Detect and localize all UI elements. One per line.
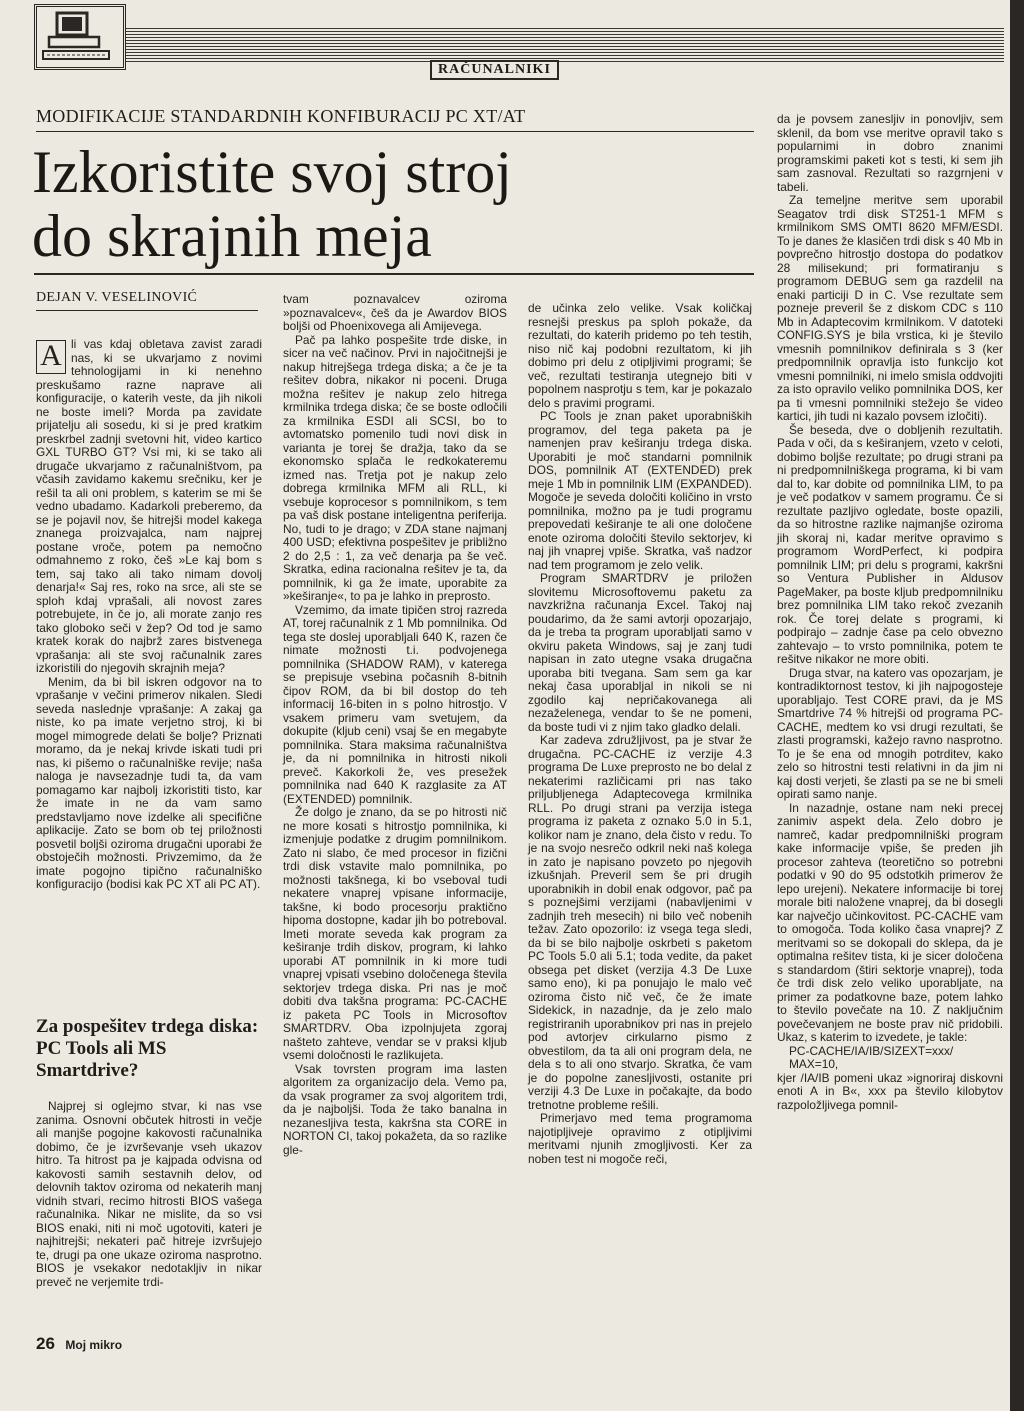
paragraph: Kar zadeva združljivost, pa je stvar že drugačna. PC-CACHE iz verzije 4.3 programa De Luxe preprosto ne bo delal z nekaterimi različicami pri nas tako priljubljenega Adaptecovega krmilnika RLL. Po drugi strani pa verzija istega programa iz paketa z oznako 5.0 in 5.1, kolikor nam je znano, dela čisto v redu. To je na svojo nesrečo odkril neki naš kolega in zato je napisano povzeto po njegovih izkušnjah. Preveril sem še pri drugih uporabnikih in dobil enak odgovor, pač pa s poznejšimi verzijami (nabavljenimi v zadnjih treh mesecih) ni bilo več nobenih težav. Zato opozorilo: iz vsega tega sledi, da bi se bilo najbolje oskrbeti s paketom PC Tools 5.0 ali 5.1; toda vedite, da paket obsega pet disket (verzija 4.3 De Luxe samo eno), ki pa ponujajo le malo več oziroma čisto nič več, če že imate Sidekick, in nazadnje, da je zelo malo registriranih uporabnikov pri nas in prejelo pod avtorjev cirkularno pismo z obvestilom, da ta ali oni program dela, ne dela s to ali ono stvarjo. Skratka, če vam je do popolne zanesljivosti, ostanite pri verziji 4.3 De Luxe in počakajte, da bodo tretnotne probleme rešili.: [528, 733, 752, 1112]
paragraph: Druga stvar, na katero vas opozarjam, je kontradiktornost testov, ki jih najpogosteje uporabljajo. Test CORE pravi, da je MS Smartdrive 74 % hitrejši od programa PC-CACHE, medtem ko vsi drugi rezultati, še zlasti programski, kažejo ravno nasprotno. To je še ena od mnogih potrditev, kako zelo so hitrostni testi relativni in da jim ni kaj dosti verjeti, še zlasti pa se ne bi smeli opirati samo nanje.: [777, 665, 1003, 801]
drop-cap: A: [36, 340, 66, 374]
paragraph: Najprej si oglejmo stvar, ki nas vse zanima. Osnovni občutek hitrosti in večje ali manjše pogojne kakovosti računalnika dobimo, če je izvrševanje vseh ukazov hitro. Ta hitrost pa je kajpada odvisna od kakovosti samih sestavnih delov, od delovnih taktov oziroma od nekaterih manj vidnih stvari, recimo hitrosti BIOS vašega računalnika. Nikar ne mislite, da so vsi BIOS enaki, niti ni moč ugotoviti, kateri je najhitrejši; nekateri pač hitreje izvršujejo te, drugi pa one ukaze oziroma nasprotno. BIOS je vsekakor nedotakljiv in nikar preveč ne verjemite trdi-: [36, 1099, 262, 1289]
headline-rule: [34, 273, 754, 275]
page-edge: [1010, 0, 1024, 1411]
headline-line-1: Izkoristite svoj stroj: [32, 139, 512, 205]
paragraph-text: li vas kdaj obletava zavist zaradi nas, ki se ukvarjamo z novimi tehnologijami in ki nenehno preskušamo razne naprave ali konfiguracije, o katerih veste, da jih nikoli ne boste imeli? Morda pa zavidate prijatelju ali sosedu, ki si je pred kratkim preskrbel zadnji svetovni hit, video kartico GXL TURBO GT? Vsi mi, ki se tako ali drugače ukvarjamo z računalništvom, pa včasih zavidamo kakemu srečniku, ker je rešil ta ali oni problem, s katerim se mi še vedno ubadamo. Kadarkoli preberemo, da se je pojavil nov, še hitrejši model kakega znanega proizvajalca, nam najprej postane vroče, potem pa nemočno odmahnemo z roko, češ »Le kaj bom s tem, saj tako ali tako nimam dovolj denarja!« Saj res, roko na srce, ali ste se sploh kdaj vprašali, ali novost zares potrebujete, in če jo, ali morate zanjo res tako globoko seči v žep? Od tod je samo kratek korak do najbrž zares bistvenega vprašanja: ali ste svoj računalnik zares izkoristili do njegovih skrajnih meja?: [36, 337, 262, 675]
paragraph: Primerjavo med tema programoma najotipljiveje opravimo z otipljivimi meritvami njunih zmogljivosti. Ker za noben test ni mogoče reči,: [528, 1111, 752, 1166]
paragraph: PC Tools je znan paket uporabniških programov, del tega paketa pa je namenjen prav keširanju trdega diska. Uporabiti je moč standarni pomnilnik DOS, pomnilnik AT (EXTENDED) prek meje 1 Mb in pomnilnik LIM (EXPANDED). Mogoče je seveda določiti količino in vrsto pomnilnika, možno pa je tudi programu prepovedati keširanje te ali one določene enote oziroma določiti število sektorjev, ki naj jih vnaprej vpiše. Skratka, vaš nadzor nad tem programom je zelo velik.: [528, 409, 752, 572]
command-line-1: PC-CACHE/IA/IB/SIZEXT=xxx/: [789, 1043, 954, 1058]
paragraph: Vzemimo, da imate tipičen stroj razreda AT, torej računalnik z 1 Mb pomnilnika. Od tega ste doslej uporabljali 640 K, razen če nimate možnosti t.i. podvojenega pomnilnika (SHADOW RAM), v katerega se prepisuje vsebina počasnih 8-bitnih čipov ROM, da bi bil dostop do teh informacij 16-biten in s polno hitrostjo. V vsakem primeru vam svetujem, da dokupite (kljub ceni) vsaj še en megabyte pomnilnika. Stara maksima računalništva je, da ni pomnilnika in hitrosti nikoli preveč. Kakorkoli že, ves presežek pomnilnika nad 640 K razglasite za AT (EXTENDED) pomnilnik.: [283, 602, 507, 806]
paragraph: Že dolgo je znano, da se po hitrosti nič ne more kosati s hitrostjo pomnilnika, ki izmenjuje podatke z drugim pomnilnikom. Zato ni slabo, če med procesor in fizični trdi disk vstavite malo pomnilnika, po možnosti takšnega, ki bo vseboval tudi nekatere vnaprej vpisane informacije, takšne, ki bodo procesorju praktično hipoma dostopne, kadar jih bo potreboval. Imeti morate seveda kak program za keširanje trdih diskov, program, ki lahko uporabi AT pomnilnik in ki more tudi vnaprej vpisati vsebino določenega števila sektorjev trdega diska. Pri nas je moč dobiti dva takšna programa: PC-CACHE iz paketa PC Tools in Microsoftov SMARTDRV. Oba izpolnjujeta zgoraj našteto zahteve, vendar se v praksi kljub vsemi določnosti le razlikujeta.: [283, 805, 507, 1062]
paragraph: Vsak tovrsten program ima lasten algoritem za organizacijo dela. Vemo pa, da vsak programer za svoj algoritem trdi, da je najboljši. Toda že tako banalna in nezanesljiva testa, kakršna sta CORE in NORTON CI, takoj pokažeta, da so razlike gle-: [283, 1061, 507, 1157]
headline: [32, 140, 752, 268]
paragraph: In nazadnje, ostane nam neki precej zanimiv aspekt dela. Zelo dobro je namreč, kadar predpomnilniški program kake informacije vpiše, še preden jih procesor zahteva (teoretično so potrebni podatki v 90 do 95 odstotkih primerov že lepo urejeni). Nekatere informacije bi torej morale biti naložene vnaprej, da bi dosegli kar največjo učinkovitost. PC-CACHE vam to omogoča. Toda koliko časa vnaprej? Z meritvami so se dokopali do sklepa, da je optimalna rešitev tista, ki je sicer določena s standardom (štiri sektorje vnaprej), toda če trdi disk zelo veliko uporabljate, na primer za podatkovne baze, potem lahko to število povečate na 10. Z naključnim povečevanjem ne boste prav nič pridobili. Ukaz, s katerim to izvedete, je takle:: [777, 800, 1003, 1044]
paragraph: Menim, da bi bil iskren odgovor na to vprašanje v večini primerov nikalen. Sledi seveda naslednje vprašanje: A zakaj ga niste, ko pa imate verjetno stroj, ki bi mogel mimogrede delati še bolje? Priznati moramo, da je nekaj krivde iskati tudi pri nas, ki pišemo o računalniške revije; naša naloga je navsezadnje tudi ta, da vam pomagamo kar najbolj izkoristiti tisto, kar že imate in ne da vam samo predstavljamo nove izdelke ali specifične aplikacije. Zato se bom ob tej priložnosti posvetil boljši oziroma drugačni uporabi že obstoječih možnosti. Privzemimo, da že imate pogojno tipično računalniško konfiguracijo (bodisi kak PC XT ali PC AT).: [36, 674, 262, 891]
paragraph: da je povsem zanesljiv in ponovljiv, sem sklenil, da bom vse meritve opravil tako s popularnimi in dobro znanimi programskimi paketi kot s testi, ki sem jih sam zasnoval. Rezultati so razgrnjeni v tabeli.: [777, 112, 1003, 194]
kicker: MODIFIKACIJE STANDARDNIH KONFIBURACIJ PC XT/AT: [36, 106, 754, 132]
paragraph: Še beseda, dve o dobljenih rezultatih. Pada v oči, da s keširanjem, vzeto v celoti, dobimo boljše rezultate; po drugi strani pa ni predpomnilniškega programa, ki bi vam dal to, kar dobite od pomnilnika LIM, to pa je več podatkov v samem programu. Če si rezultate pazljivo ogledate, boste opazili, da so hitrostne razlike najmanjše oziroma jih skoraj ni, kadar meritve opravimo s programom WordPerfect, ki podpira pomnilnik LIM; pri delu s programi, kakršni so Ventura Publisher in Aldusov PageMaker, pa boste kljub predpomnilniku brez pomnilnika LIM tako rekoč zvezanih rok. Če torej delate s programi, ki podpirajo – zadnje čase pa celo obvezno zahtevajo – to vrsto pomnilnika, potem te rešitve nikakor ne more obiti.: [777, 422, 1003, 666]
magazine-name: Moj mikro: [65, 1338, 123, 1352]
headline-line-2: do skrajnih meja: [32, 203, 432, 269]
command-line-2: MAX=10,: [789, 1057, 839, 1071]
page-number: 26: [36, 1334, 55, 1353]
paragraph: Pač pa lahko pospešite trde diske, in sicer na več načinov. Prvi in najočitnejši je nakup hitrejšega trdega diska; a če je ta rešitev dobra, nikakor ni poceni. Druga možna rešitev je nakup zelo hitrega krmilnika trdega diska; če se boste odločili za krmilnika ESDI ali SCSI, bo to avtomatsko pomenilo tudi novi disk in varianta je torej še dražja, tako da se ekonomsko splača le redkokateremu izmed nas. Tretja pot je nakup zelo dobrega krmilnika MFM ali RLL, ki vsebuje koprocesor s pomnilnikom, s tem pa vaš disk postane inteligentna periferija. No, tudi to je drago; v ZDA stane najmanj 400 USD; efektivna pospešitev je približno 2 do 2,5 : 1, za več denarja pa še več. Skratka, edina racionalna rešitev je ta, da pomnilnik, ki ga že imate, uporabite za »keširanje«, to pa je lahko in preprosto.: [283, 332, 507, 603]
paragraph: Za temeljne meritve sem uporabil Seagatov trdi disk ST251-1 MFM s krmilnikom SMS OMTI 8620 MFM/ESDI. To je danes že klasičen trdi disk s 40 Mb in povprečno hitrostjo dostopa do podatkov 28 milisekund; pri formatiranju s programom DEBUG sem ga razdelil na enaki particiji D in C. Vse rezultate sem pozneje preveril še z diskom CDC s 110 Mb in Adaptecovim krmilnikom. V datoteki CONFIG.SYS je bila vrstica, ki je število vmesnih pomnilnikov definirala s 3 (ker predpomnilnik opravlja isto funkcijo kot vmesni pomnilniki, ni imelo smisla oddvojiti za isto opravilo veliko pomnilnika DOS, ker pa ti vmesni pomnilniki stežejo še video kartici, jih tudi ni kazalo povsem izločiti).: [777, 193, 1003, 423]
column-3: [528, 302, 752, 1166]
page-footer: [36, 1334, 122, 1354]
paragraph: [36, 338, 262, 676]
author-byline: DEJAN V. VESELINOVIĆ: [36, 290, 258, 311]
column-1: [36, 338, 262, 892]
paragraph: kjer /IA/IB pomeni ukaz »ignoriraj diskovni enoti A in B«, xxx pa število kilobytov razpoložljivega pomnil-: [777, 1070, 1003, 1112]
header-stripes: [60, 28, 1004, 62]
paragraph: de učinka zelo velike. Vsak količkaj resnejši preskus pa sploh pokaže, da rezultati, do katerih pridemo po teh testih, niso nič kaj podobni rezultatom, ki jih dobimo pri delu z otipljivimi programi; še več, rezultati testiranja utegnejo biti v popolnem nasprotju s tem, kar je pokazalo delo s pravimi programi.: [528, 301, 752, 410]
column-4: [777, 113, 1003, 1112]
paragraph: tvam poznavalcev oziroma »poznavalcev«, češ da je Awardov BIOS boljši od Phoenixovega ali Amijevega.: [283, 292, 507, 333]
subheading: Za pospešitev trdega diska: PC Tools ali MS Smartdrive?: [36, 1016, 259, 1081]
paragraph: Program SMARTDRV je priložen slovitemu Microsoftovemu paketu za navzkrižna računanja Excel. Takoj naj poudarimo, da že sami avtorji opozarjajo, da je treba ta program uporabljati samo v okviru paketa Windows, saj je zanj tudi napisan in zato utegne vsaka drugačna uporaba biti tvegana. Sam sem ga kar nekaj časa uporabljal in nikoli se ni zgodilo kaj nepričakovanega ali nezaželenega, vendar to še ne pomeni, da boste tudi vi z njim tako gladko delali.: [528, 571, 752, 734]
column-1-continued: [36, 1100, 262, 1289]
computer-logo-icon: [34, 4, 126, 70]
column-2: [283, 293, 507, 1157]
section-label: RAČUNALNIKI: [430, 60, 559, 80]
